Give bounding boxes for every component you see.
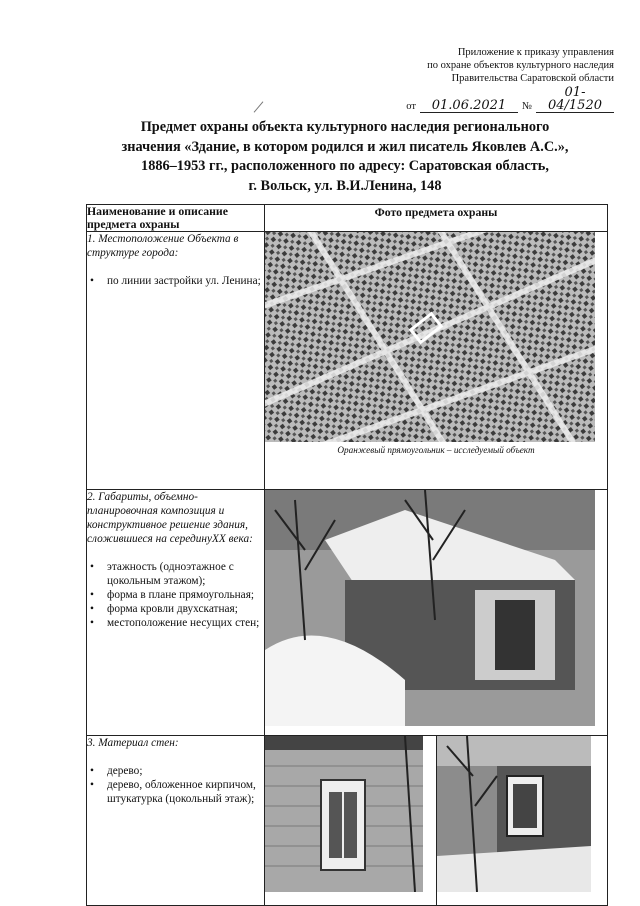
header-line-1: Приложение к приказу управления xyxy=(457,47,614,58)
list-item: • этажность (одноэтажное с цокольным этажом); xyxy=(87,560,264,588)
item-list xyxy=(87,274,264,288)
protection-table xyxy=(86,204,608,906)
list-item: • дерево; xyxy=(87,764,264,778)
order-number: 01-04/1520 xyxy=(536,86,614,113)
order-header xyxy=(364,46,614,113)
row-heading: 3. Материал стен: xyxy=(87,737,179,749)
list-item: • форма кровли двухскатная; xyxy=(87,602,264,616)
ot-label: от xyxy=(406,101,416,112)
table-row xyxy=(87,736,608,906)
column-header-photo: Фото предмета охраны xyxy=(265,205,608,232)
table-header-row xyxy=(87,205,608,232)
item-list xyxy=(87,560,264,630)
order-date-number xyxy=(364,86,614,113)
table-row xyxy=(87,490,608,736)
list-item: • по линии застройки ул. Ленина; xyxy=(87,274,264,288)
title-line-1: Предмет охраны объекта культурного наследия регионального xyxy=(140,119,550,135)
row-description xyxy=(87,232,265,490)
pen-mark xyxy=(254,101,264,112)
list-item: • форма в плане прямоугольная; xyxy=(87,588,264,602)
header-line-2: по охране объектов культурного наследия xyxy=(427,60,614,71)
row-description xyxy=(87,490,265,736)
row-heading: 1. Местоположение Объекта в структуре города: xyxy=(87,233,239,259)
order-date: 01.06.2021 xyxy=(420,99,518,113)
item-list xyxy=(87,764,264,806)
basement-photo xyxy=(437,736,591,892)
column-header-description: Наименование и описание предмета охраны xyxy=(87,205,265,232)
row-heading: 2. Габариты, объемно-планировочная композиция и конструктивное решение здания, сложившиеся на серединуXX века: xyxy=(87,491,253,545)
list-item: • местоположение несущих стен; xyxy=(87,616,264,630)
building-photo xyxy=(265,490,595,726)
photo-caption: Оранжевый прямоугольник – исследуемый объект xyxy=(337,445,535,455)
list-item: • дерево, обложенное кирпичом, штукатурка (цокольный этаж); xyxy=(87,778,264,806)
number-sign: № xyxy=(521,101,532,112)
title-line-4: г. Вольск, ул. В.И.Ленина, 148 xyxy=(248,177,442,194)
document-title xyxy=(90,118,600,196)
title-line-3: 1886–1953 гг., расположенного по адресу: Саратовская область, xyxy=(141,158,549,174)
aerial-map-image xyxy=(265,232,595,442)
row-description xyxy=(87,736,265,906)
title-line-2: значения «Здание, в котором родился и жил писатель Яковлев А.С.», xyxy=(121,138,569,155)
row-photo xyxy=(265,490,608,736)
row-photo xyxy=(436,736,608,906)
table-row xyxy=(87,232,608,490)
row-photo xyxy=(265,736,437,906)
window-photo xyxy=(265,736,423,892)
row-photo xyxy=(265,232,608,490)
header-line-3: Правительства Саратовской области xyxy=(451,73,614,84)
